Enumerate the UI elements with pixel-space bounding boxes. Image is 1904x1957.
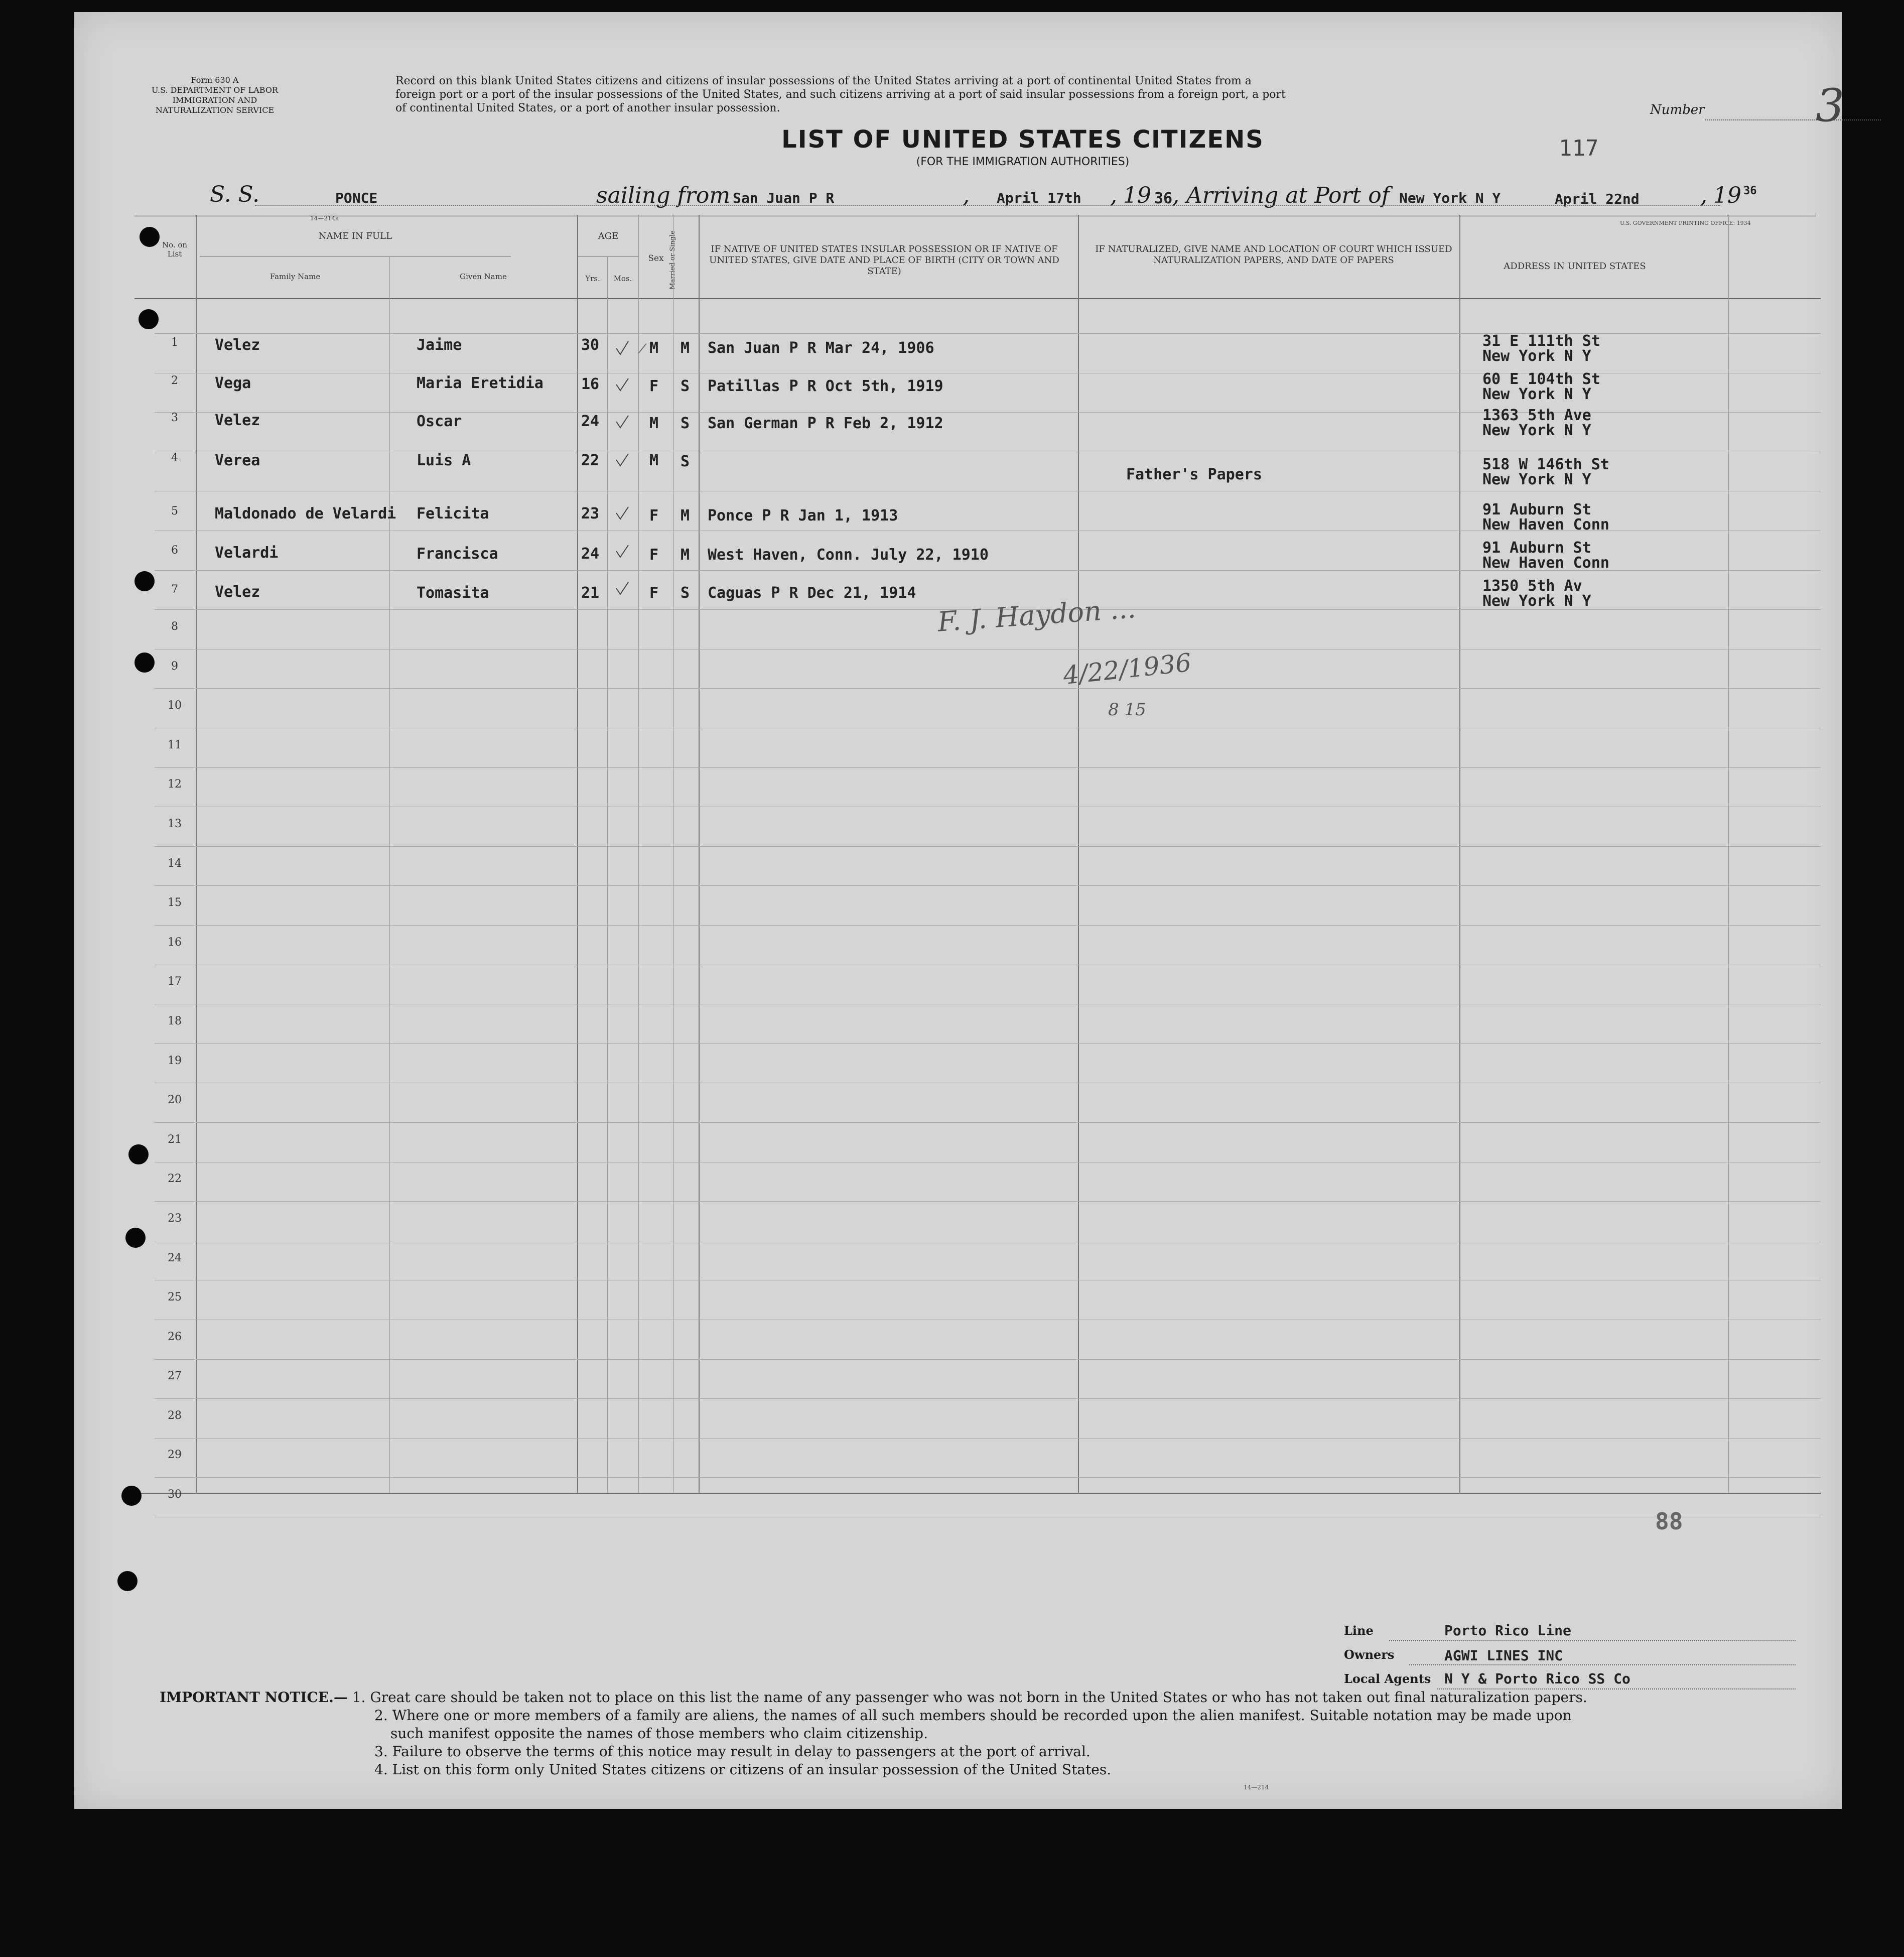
line-number: 29 — [168, 1449, 182, 1462]
col-naturalized: IF NATURALIZED, GIVE NAME AND LOCATION OF COURT WHICH ISSUED NATURALIZATION PAPERS, AND DATE OF PAPERS — [1095, 244, 1452, 266]
notice-heading: IMPORTANT NOTICE.— — [160, 1689, 348, 1706]
dept-line-2: IMMIGRATION AND — [172, 95, 257, 105]
arriving-label: , Arriving at Port of — [1172, 183, 1390, 208]
family-name: Velez — [215, 336, 260, 354]
number-label: Number — [1650, 102, 1705, 117]
marital-status: M — [681, 339, 690, 357]
arrival-year-suffix: 36 — [1743, 185, 1757, 197]
notice-item-4: 4. List on this form only United States citizens or citizens of an insular possession of the United States. — [374, 1761, 1112, 1778]
age-years: 16 — [581, 375, 600, 393]
instruction-line-2: foreign port or a port of the insular possessions of the United States, and such citizens arriving at a port of said insular possessions from a foreign port, a port — [395, 88, 1286, 101]
row-number: 2 — [171, 374, 178, 387]
row-rule — [155, 846, 1821, 847]
line-number: 20 — [168, 1094, 182, 1107]
col-name-in-full: NAME IN FULL — [318, 231, 392, 241]
punch-hole — [125, 1228, 146, 1248]
family-name: Velez — [215, 583, 260, 601]
birth-info: Caguas P R Dec 21, 1914 — [708, 584, 916, 602]
voyage-line: S. S. PONCE sailing from San Juan P R , April 17th , 19 36 , Arriving at Port of New York N Y April 22nd , 19 36 — [210, 182, 1757, 208]
check-icon — [616, 507, 628, 519]
punch-hole — [121, 1486, 142, 1506]
line-info — [1344, 1618, 1826, 1699]
notice-item-3: 3. Failure to observe the terms of this notice may result in delay to passengers at the port of arrival. — [374, 1743, 1091, 1760]
col-yrs: Yrs. — [585, 274, 600, 283]
check-icon — [616, 416, 628, 428]
table-row — [74, 539, 1842, 579]
address-line-2: New York N Y — [1482, 385, 1591, 403]
line-number: 16 — [168, 936, 182, 949]
address-line-2: New York N Y — [1482, 471, 1591, 488]
inspector-signature — [937, 589, 1289, 740]
department-block — [140, 75, 290, 115]
col-address: ADDRESS IN UNITED STATES — [1504, 261, 1646, 272]
col-age: AGE — [598, 231, 619, 241]
line-number: 27 — [168, 1370, 182, 1383]
birth-info: Ponce P R Jan 1, 1913 — [708, 507, 898, 525]
empty-line-numbers — [160, 620, 190, 1528]
line-number: 9 — [171, 660, 178, 673]
sex: F — [649, 584, 659, 602]
address-line-1: 91 Auburn St — [1482, 539, 1591, 557]
address-line-1: 31 E 111th St — [1482, 332, 1600, 350]
signature-name: F. J. Haydon ... — [936, 592, 1137, 638]
line-number: 14 — [168, 857, 182, 870]
address-line-2: New Haven Conn — [1482, 516, 1609, 534]
punch-hole — [134, 653, 155, 673]
given-name: Jaime — [417, 336, 462, 354]
owners-value: AGWI LINES INC — [1444, 1647, 1563, 1664]
row-rule — [155, 1043, 1821, 1044]
agents-value: N Y & Porto Rico SS Co — [1444, 1670, 1630, 1687]
small-code: 14—214a — [310, 215, 339, 222]
family-name: Vega — [215, 374, 251, 392]
table-row — [74, 501, 1842, 541]
address-line-1: 1363 5th Ave — [1482, 407, 1591, 424]
age-years: 23 — [581, 505, 600, 523]
naturalization-info: Father's Papers — [1126, 466, 1262, 483]
col-no-on-list: No. on List — [162, 240, 188, 258]
line-number: 13 — [168, 817, 182, 830]
age-years: 21 — [581, 584, 600, 602]
line-number: 28 — [168, 1409, 182, 1422]
row-number: 7 — [171, 583, 178, 596]
address-line-2: New York N Y — [1482, 422, 1591, 439]
ss-label: S. S. — [210, 182, 260, 207]
age-years: 24 — [581, 413, 600, 430]
row-rule — [155, 1477, 1821, 1478]
line-number: 12 — [168, 778, 182, 791]
col-mos: Mos. — [613, 274, 632, 283]
dept-line-1: U.S. DEPARTMENT OF LABOR — [152, 85, 278, 95]
row-number: 5 — [171, 505, 178, 517]
manifest-sheet — [74, 12, 1845, 1809]
table-row — [74, 447, 1842, 488]
year-prefix: 19 — [1123, 183, 1151, 208]
marital-status: S — [681, 415, 690, 432]
address-line-1: 518 W 146th St — [1482, 456, 1609, 473]
address-line-1: 91 Auburn St — [1482, 501, 1591, 518]
page-subtitle: (FOR THE IMMIGRATION AUTHORITIES) — [916, 156, 1130, 168]
signature-note: 8 15 — [1108, 700, 1146, 720]
punch-hole — [117, 1571, 138, 1591]
punch-hole — [128, 1144, 149, 1164]
marital-status: S — [681, 584, 690, 602]
sailing-label: sailing from — [596, 183, 731, 208]
row-rule — [155, 1122, 1821, 1123]
line-number: 24 — [168, 1251, 182, 1264]
line-number: 21 — [168, 1133, 182, 1146]
row-number: 3 — [171, 412, 178, 424]
line-number: 17 — [168, 975, 182, 988]
given-name: Felicita — [417, 505, 489, 523]
notice-item-1: 1. Great care should be taken not to place on this list the name of any passenger who was not born in the United States or who has not taken out final naturalization papers. — [352, 1689, 1587, 1706]
line-number: 22 — [168, 1172, 182, 1186]
owners-label: Owners — [1344, 1647, 1395, 1662]
arrival-year-prefix: 19 — [1713, 183, 1741, 208]
age-years: 24 — [581, 545, 600, 563]
row-rule — [155, 885, 1821, 886]
sex: F — [649, 377, 659, 395]
row-rule — [155, 1201, 1821, 1202]
instruction-line-3: of continental United States, or a port of another insular possession. — [395, 102, 780, 114]
family-name: Maldonado de Velardi — [215, 505, 396, 523]
notice-item-2-cont: such manifest opposite the names of those members who claim citizenship. — [390, 1725, 928, 1742]
sex: M — [649, 415, 659, 432]
birth-info: Patillas P R Oct 5th, 1919 — [708, 377, 943, 395]
sex: M — [649, 452, 659, 469]
table-row — [74, 333, 1842, 369]
birth-info: San Juan P R Mar 24, 1906 — [708, 339, 934, 357]
marital-status: M — [681, 507, 690, 525]
important-notice — [160, 1688, 1816, 1779]
address-line-2: New York N Y — [1482, 347, 1591, 365]
row-rule — [155, 1359, 1821, 1360]
given-name: Maria Eretidia — [417, 374, 543, 392]
line-number: 25 — [168, 1291, 182, 1304]
line-number: 19 — [168, 1054, 182, 1067]
address-line-1: 60 E 104th St — [1482, 370, 1600, 388]
address-line-2: New York N Y — [1482, 592, 1591, 610]
printing-office: U.S. GOVERNMENT PRINTING OFFICE: 1934 — [1620, 220, 1751, 226]
year-suffix: 36 — [1154, 190, 1173, 207]
birth-info: West Haven, Conn. July 22, 1910 — [708, 546, 989, 564]
bottom-code: 14—214 — [1244, 1784, 1269, 1791]
address-line-1: 1350 5th Av — [1482, 577, 1582, 595]
marital-status: M — [681, 546, 690, 564]
col-married-single: Married or Single — [669, 230, 676, 290]
sailing-date: April 17th — [997, 190, 1081, 206]
family-name: Velez — [215, 412, 260, 429]
age-years: 22 — [581, 452, 600, 469]
check-icon — [616, 378, 628, 390]
line-value: Porto Rico Line — [1444, 1622, 1571, 1639]
check-icon — [616, 454, 628, 466]
checkmarks — [606, 323, 646, 604]
punch-hole — [134, 571, 155, 591]
arrival-date: April 22nd — [1555, 191, 1640, 207]
sex: F — [649, 507, 659, 525]
line-number: 15 — [168, 896, 182, 909]
row-number: 1 — [171, 336, 178, 349]
instruction-line-1: Record on this blank United States citizens and citizens of insular possessions of the United States arriving at a port of continental United States from a — [395, 75, 1252, 87]
birth-info: San German P R Feb 2, 1912 — [708, 415, 943, 432]
check-icon — [616, 582, 628, 594]
row-number: 4 — [171, 452, 178, 464]
table-row — [74, 409, 1842, 445]
marital-status: S — [681, 377, 690, 395]
row-rule — [155, 767, 1821, 768]
given-name: Luis A — [417, 452, 471, 469]
list-number — [1650, 79, 1891, 132]
address-line-2: New Haven Conn — [1482, 554, 1609, 572]
line-number: 11 — [168, 738, 182, 751]
line-label: Line — [1344, 1623, 1374, 1638]
line-number: 8 — [171, 620, 178, 633]
col-native: IF NATIVE OF UNITED STATES INSULAR POSSESSION OR IF NATIVE OF UNITED STATES, GIVE DATE AND PLACE OF BIRTH (CITY OR TOWN AND STATE) — [709, 244, 1059, 277]
dept-line-3: NATURALIZATION SERVICE — [155, 105, 275, 115]
given-name: Tomasita — [417, 584, 489, 602]
line-number: 23 — [168, 1212, 182, 1225]
instruction-text — [395, 74, 1630, 115]
row-rule — [155, 1438, 1821, 1439]
family-name: Verea — [215, 452, 260, 469]
line-number: 30 — [168, 1488, 182, 1501]
check-icon — [616, 545, 628, 557]
header-bottom-rule — [134, 298, 1821, 299]
col-given-name: Given Name — [460, 272, 507, 281]
given-name: Oscar — [417, 413, 462, 430]
punch-hole — [140, 227, 160, 247]
page-stamp: 88 — [1655, 1508, 1683, 1535]
check-icon — [616, 341, 628, 354]
row-number: 6 — [171, 544, 178, 557]
age-years: 30 — [581, 336, 600, 354]
notice-item-2: 2. Where one or more members of a family are aliens, the names of all such members should be recorded upon the alien manifest. Suitable notation may be made upon — [374, 1707, 1572, 1724]
given-name: Francisca — [417, 545, 498, 563]
number-value: 3 — [1816, 79, 1845, 132]
form-number: Form 630 A — [191, 75, 239, 85]
punch-hole — [139, 309, 159, 329]
family-name: Velardi — [215, 544, 279, 562]
agents-label: Local Agents — [1344, 1671, 1431, 1686]
table-row — [74, 371, 1842, 408]
line-number: 26 — [168, 1330, 182, 1343]
line-number: 10 — [168, 699, 182, 712]
page-title: LIST OF UNITED STATES CITIZENS — [781, 125, 1264, 154]
col-family-name: Family Name — [269, 272, 321, 281]
stamp-number: 117 — [1559, 136, 1599, 161]
arrival-port: New York N Y — [1399, 190, 1501, 206]
row-rule — [155, 1398, 1821, 1399]
sex: M — [649, 339, 659, 357]
marital-status: S — [681, 453, 690, 470]
line-number: 18 — [168, 1014, 182, 1027]
sailing-from: San Juan P R — [733, 190, 835, 206]
row-rule — [155, 925, 1821, 926]
signature-date: 4/22/1936 — [1061, 647, 1193, 691]
sex: F — [649, 546, 659, 564]
ship-name: PONCE — [335, 190, 378, 206]
table-bottom-rule — [134, 1493, 1821, 1494]
col-sex: Sex — [648, 253, 664, 264]
table-top-rule — [134, 215, 1816, 216]
